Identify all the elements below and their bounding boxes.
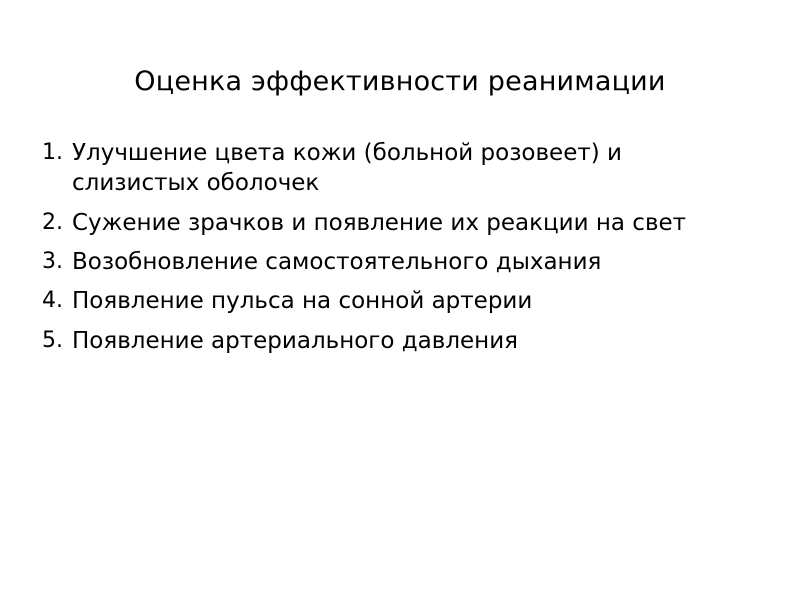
list-item [42,326,752,356]
list-item-marker: 3. [42,249,63,275]
list-item [42,247,752,277]
list-item-marker: 4. [42,288,63,314]
numbered-list [42,138,752,365]
list-item-text: Улучшение цвета кожи (больной розовеет) и слизистых оболочек [72,140,622,197]
list-item-text: Сужение зрачков и появление их реакции на свет [72,209,687,236]
page-title: Оценка эффективности реанимации [134,66,666,98]
list-item-marker: 1. [42,140,63,165]
list-item [42,286,752,316]
list-item-marker: 2. [42,209,63,235]
list-item-marker: 5. [42,327,63,353]
list-item [42,138,752,199]
list-item-text: Появление артериального давления [72,327,518,354]
list-item-text: Появление пульса на сонной артерии [72,288,533,315]
list-item-text: Возобновление самостоятельного дыхания [72,249,602,276]
list-item [42,208,752,238]
